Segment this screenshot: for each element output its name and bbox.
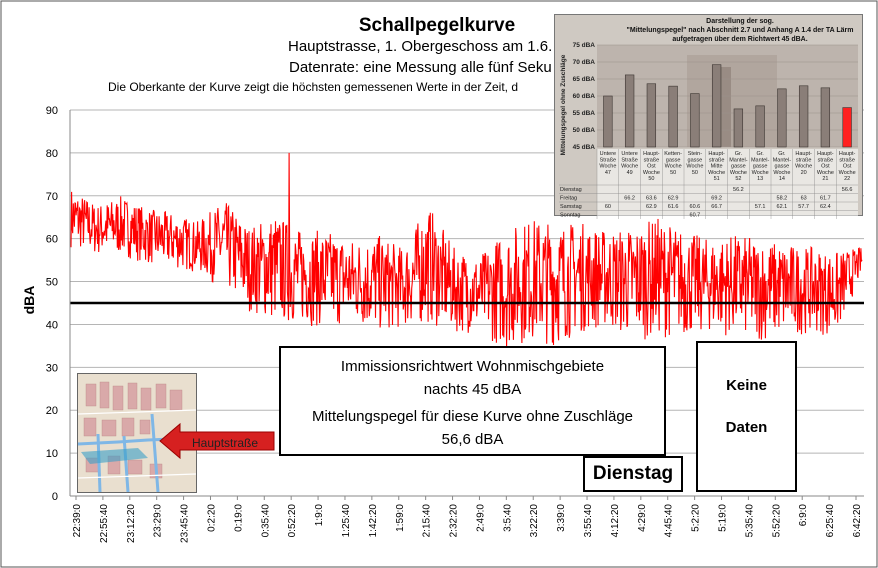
inset-cell-value: 56.6 (841, 187, 853, 193)
inset-category-label: 50 (670, 169, 677, 176)
inset-category-label: Ketten- (664, 151, 682, 157)
x-tick-label: 4:45:40 (663, 504, 675, 538)
x-tick-label: 4:29:0 (636, 504, 648, 532)
x-tick-label: 23:45:40 (179, 504, 191, 543)
inset-category-label: gasse (774, 163, 790, 170)
inset-title-2: "Mittelungspegel" nach Abschnitt 2.7 und Anhang A 1.4 der TA Lärm (626, 27, 854, 34)
inset-category-label: Woche (795, 163, 813, 170)
inset-cell-value: 62.1 (776, 204, 788, 210)
inset-category-label: straße (708, 157, 725, 164)
y-axis-label: dBA (21, 285, 37, 315)
y-tick-label: 50 (45, 276, 58, 289)
y-tick-label: 10 (45, 448, 58, 461)
inset-y-tick-label: 55 dBA (572, 110, 595, 117)
chart-title: Schallpegelkurve (358, 15, 516, 36)
inset-category-label: Mantel- (750, 157, 770, 164)
inset-category-label: Woche (773, 169, 791, 176)
inset-row-label: Sonntag (560, 212, 581, 219)
info-line-2: nachts 45 dBA (423, 381, 522, 398)
info-line-4: 56,6 dBA (441, 431, 504, 448)
x-tick-label: 5:19:0 (717, 504, 729, 532)
inset-category-label: Woche (708, 169, 726, 176)
x-tick-label: 23:12:20 (125, 504, 137, 543)
x-tick-label: 2:15:40 (421, 504, 433, 538)
inset-cell-value: 63.6 (646, 195, 657, 202)
inset-category-label: Haupt- (838, 151, 856, 157)
inset-title-3: aufgetragen über dem Richtwert 45 dBA. (672, 36, 808, 43)
inset-bar (843, 108, 852, 147)
chart-subtitle-2: Datenrate: eine Messung alle fünf Seku (289, 59, 552, 76)
inset-category-label: 22 (844, 176, 851, 183)
inset-category-label: 50 (648, 176, 655, 183)
inset-y-tick-label: 45 dBA (572, 144, 595, 151)
inset-title (625, 17, 855, 44)
inset-category-label: Mitte (710, 163, 723, 170)
x-tick-label: 0:52:20 (287, 504, 299, 538)
inset-title-1: Darstellung der sog. (706, 18, 774, 25)
averaged-level-inset-chart (554, 14, 863, 219)
x-tick-label: 6:9:0 (798, 504, 810, 527)
x-tick-label: 5:52:20 (771, 504, 783, 538)
inset-y-tick-label: 70 dBA (572, 59, 595, 66)
inset-category-label: straße (839, 157, 855, 164)
x-tick-label: 2:49:0 (475, 504, 487, 532)
inset-category-label: Woche (621, 163, 639, 170)
inset-bar (712, 65, 721, 147)
inset-category-label: Woche (642, 169, 660, 176)
y-tick-label: 90 (45, 105, 58, 117)
inset-category-label: Woche (751, 169, 769, 176)
inset-row-label: Dienstag (560, 187, 582, 193)
inset-y-axis-label: Mittelungspegel ohne Zuschläge (560, 54, 567, 156)
inset-category-label: Gr. (778, 151, 786, 157)
x-tick-label: 3:39:0 (556, 504, 568, 532)
info-line-3: Mittelungspegel für diese Kurve ohne Zuschläge (311, 408, 634, 425)
inset-y-tick-label: 65 dBA (572, 76, 595, 83)
inset-cell-value: 63 (800, 195, 807, 202)
y-tick-label: 0 (51, 491, 58, 503)
no-data-line-1: Keine (726, 377, 767, 394)
x-tick-label: 3:5:40 (502, 504, 514, 532)
chart-subtitle-3: Die Oberkante der Kurve zeigt die höchsten gemessenen Werte in der Zeit, d (108, 80, 518, 94)
inset-category-label: 50 (691, 169, 698, 176)
inset-bar (669, 86, 678, 147)
inset-category-label: Gr. (734, 151, 743, 157)
inset-cell-value: 57.1 (754, 204, 766, 210)
y-tick-label: 20 (45, 405, 58, 418)
inset-cell-value: 60 (604, 204, 611, 210)
inset-category-label: Woche (816, 169, 834, 176)
inset-category-label: Ost (842, 163, 852, 170)
inset-cell-value: 58.2 (776, 195, 788, 202)
inset-category-label: Ost (821, 163, 830, 170)
inset-category-label: Straße (621, 157, 638, 164)
inset-bar (691, 94, 700, 147)
x-tick-label: 1:9:0 (314, 504, 326, 527)
inset-category-label: 47 (604, 169, 611, 176)
x-tick-label: 3:55:40 (583, 504, 595, 538)
inset-category-label: gasse (687, 157, 703, 164)
inset-row-label: Freitag (560, 195, 578, 202)
inset-category-label: 21 (822, 176, 829, 183)
inset-category-label: Haupt- (708, 151, 725, 157)
inset-bar (625, 75, 634, 147)
y-tick-label: 40 (45, 319, 58, 332)
chart-subtitle-1: Hauptstrasse, 1. Obergeschoss am 1.6. (288, 38, 553, 55)
inset-category-label: straße (817, 157, 834, 164)
inset-category-label: Untere (599, 151, 617, 157)
inset-chart-svg (555, 15, 862, 219)
inset-cell-value: 62.9 (667, 195, 679, 202)
y-tick-label: 60 (45, 233, 58, 246)
inset-bar (778, 89, 787, 147)
inset-category-label: Haupt- (817, 151, 834, 157)
inset-category-label: straße (795, 157, 812, 164)
inset-category-label: Untere (621, 151, 638, 157)
inset-cell-value: 56.2 (733, 187, 744, 193)
inset-category-label: Haupt- (795, 151, 812, 157)
x-tick-label: 2:32:20 (448, 504, 460, 538)
x-axis-ticks (72, 496, 863, 543)
inset-category-label: gasse (665, 157, 681, 164)
x-tick-label: 23:29:0 (152, 504, 164, 538)
inset-y-tick-label: 60 dBA (572, 93, 595, 100)
inset-category-label: 49 (626, 169, 633, 176)
map-pointer-arrow (160, 422, 276, 460)
inset-category-label: 13 (757, 176, 764, 183)
x-tick-label: 1:42:20 (367, 504, 379, 538)
x-tick-label: 3:22:20 (529, 504, 541, 538)
inset-category-label: Stein- (687, 151, 703, 157)
inset-category-label: Mantel- (772, 157, 792, 164)
inset-bar (756, 106, 765, 147)
inset-category-label: Woche (599, 163, 617, 170)
y-tick-label: 70 (45, 190, 58, 203)
y-tick-label: 30 (45, 362, 58, 375)
x-tick-label: 22:55:40 (98, 504, 110, 543)
day-label-box: Dienstag (583, 456, 683, 492)
no-data-line-2: Daten (725, 419, 768, 436)
inset-category-label: Woche (686, 163, 704, 170)
x-tick-label: 0:2:20 (206, 504, 218, 532)
inset-category-label: Mantel- (729, 157, 748, 164)
inset-cell-value: 61.7 (820, 195, 831, 202)
inset-y-tick-label: 50 dBA (572, 127, 595, 134)
inset-category-label: Haupt- (643, 151, 660, 157)
map-label: Hauptstraße (192, 436, 259, 450)
x-tick-label: 0:19:0 (233, 504, 245, 532)
inset-cell-value: 62.9 (646, 204, 657, 210)
x-tick-label: 4:12:20 (609, 504, 621, 538)
x-tick-label: 5:35:40 (744, 504, 756, 538)
x-tick-label: 5:2:20 (690, 504, 702, 532)
inset-category-label: Woche (664, 163, 682, 170)
inset-category-label: Straße (599, 157, 617, 164)
inset-category-label: gasse (731, 163, 746, 170)
info-line-1: Immissionsrichtwert Wohnmischgebiete (340, 358, 605, 375)
inset-row-label: Samstag (560, 204, 582, 210)
no-data-box (696, 341, 797, 492)
y-tick-label: 80 (45, 147, 58, 160)
inset-bar (734, 109, 743, 147)
inset-category-label: 20 (800, 169, 807, 176)
inset-category-label: Gr. (756, 151, 764, 157)
inset-category-label: 14 (778, 176, 785, 183)
inset-cell-value: 60.6 (689, 204, 701, 210)
info-box (279, 346, 666, 456)
inset-bar (799, 86, 808, 147)
inset-cell-value: 66.2 (624, 195, 635, 202)
inset-cell-value: 66.7 (711, 204, 722, 210)
inset-category-label: Woche (838, 169, 856, 176)
inset-category-label: straße (643, 157, 660, 164)
inset-y-tick-label: 75 dBA (572, 42, 595, 49)
y-axis-ticks (46, 105, 58, 503)
inset-bar (647, 84, 656, 147)
inset-cell-value: 69.2 (711, 195, 722, 202)
inset-cell-value: 57.7 (798, 204, 809, 210)
inset-category-label: 51 (713, 176, 720, 183)
inset-category-label: 52 (735, 176, 742, 183)
x-tick-label: 1:59:0 (394, 504, 406, 532)
inset-bar (821, 88, 830, 147)
x-tick-label: 6:25:40 (825, 504, 837, 538)
x-tick-label: 6:42:20 (852, 504, 863, 538)
x-tick-label: 22:39:0 (72, 504, 83, 538)
inset-category-label: Woche (729, 169, 747, 176)
inset-cell-value: 62.4 (820, 204, 831, 210)
inset-category-label: gasse (752, 163, 768, 170)
x-tick-label: 1:25:40 (340, 504, 352, 538)
inset-cell-value: 61.6 (667, 204, 679, 210)
x-tick-label: 0:35:40 (260, 504, 272, 538)
inset-cell-value: 60.7 (689, 212, 701, 219)
inset-bar (604, 96, 613, 147)
inset-category-label: Ost (647, 163, 656, 170)
